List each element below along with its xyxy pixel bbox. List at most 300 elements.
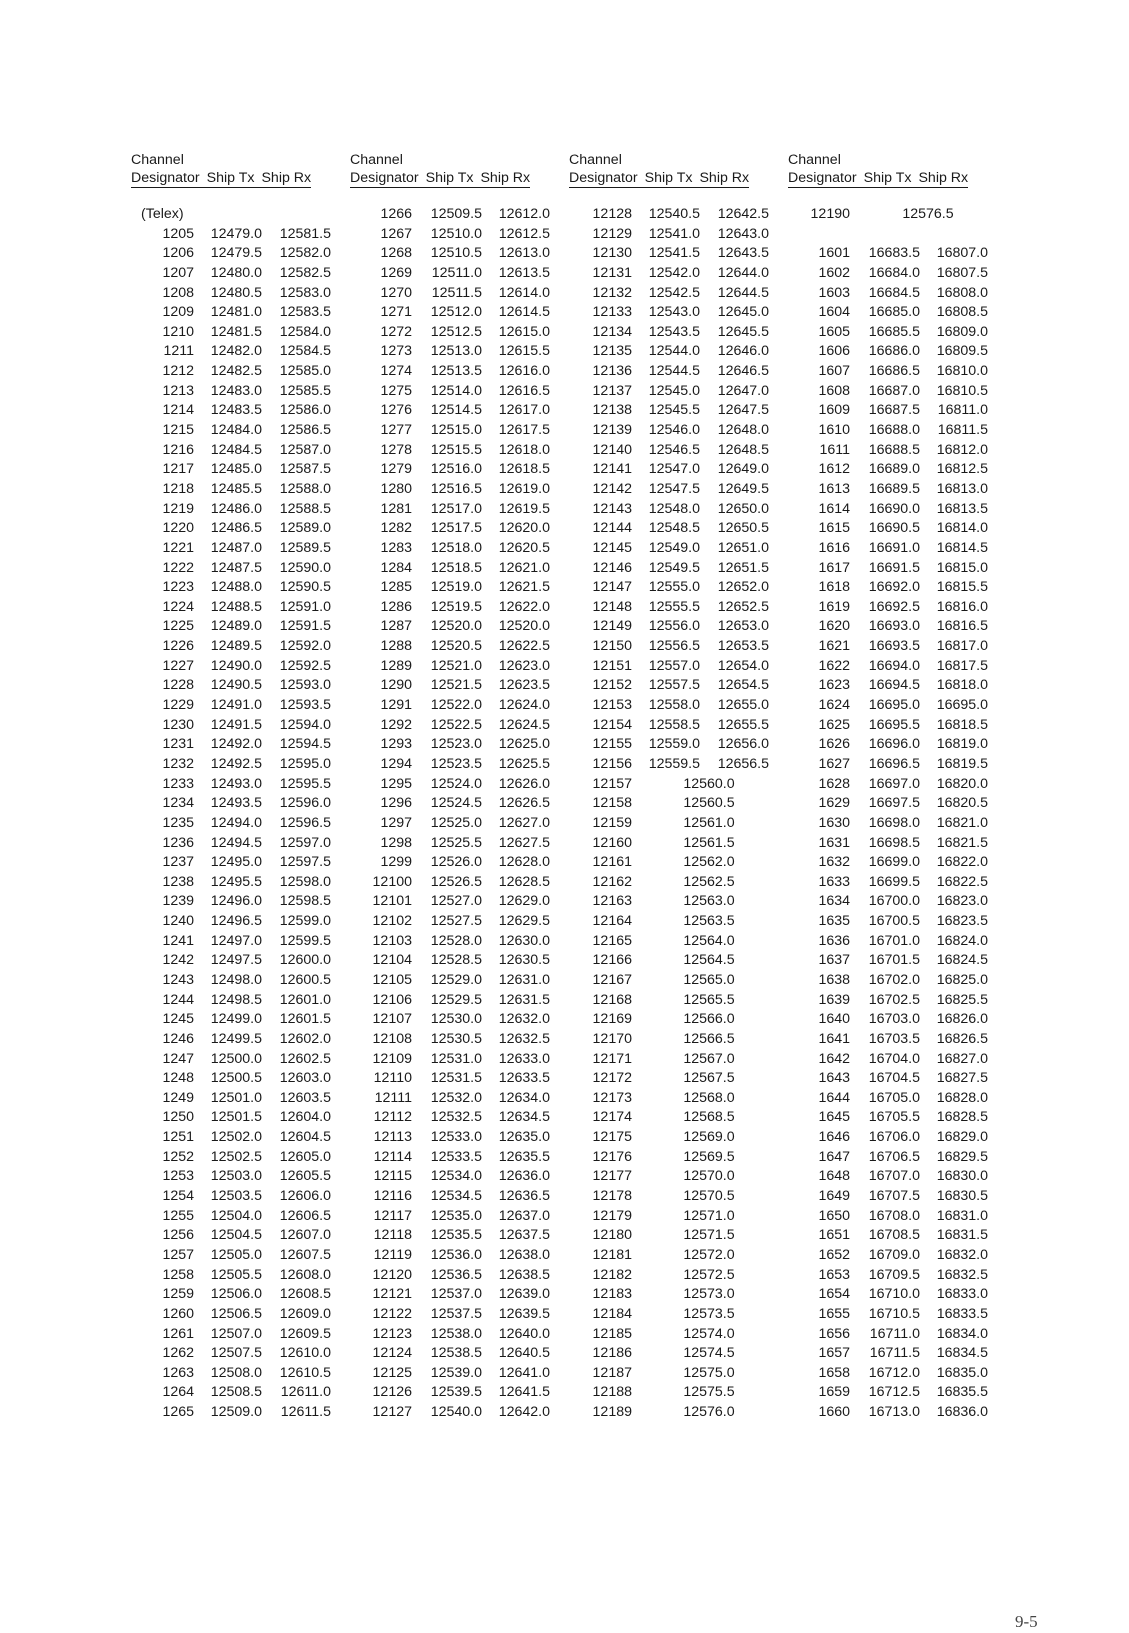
ship-rx-value: 12624.0 — [498, 697, 550, 714]
ship-tx-value: 12533.0 — [430, 1129, 482, 1146]
channel-designator: 12160 — [592, 834, 632, 851]
ship-rx-value: 16826.5 — [936, 1030, 988, 1047]
ship-rx-value: 12582.5 — [279, 264, 331, 281]
channel-designator: 1242 — [162, 952, 194, 969]
channel-designator: 1220 — [162, 520, 194, 537]
ship-rx-value: 12597.5 — [279, 854, 331, 871]
ship-tx-value: 12543.0 — [648, 304, 700, 321]
channel-designator: 1618 — [818, 579, 850, 596]
channel-designator: 1285 — [380, 579, 412, 596]
ship-rx-value: 16822.0 — [936, 854, 988, 871]
ship-tx-value: 12501.5 — [210, 1109, 262, 1126]
ship-rx-value: 12641.0 — [498, 1364, 550, 1381]
ship-rx-value: 12642.0 — [498, 1404, 550, 1421]
channel-designator: 12108 — [372, 1030, 412, 1047]
channel-designator: 12100 — [372, 873, 412, 890]
ship-tx-value: 12515.5 — [430, 441, 482, 458]
ship-tx-value: 12530.5 — [430, 1030, 482, 1047]
channel-designator: 1642 — [818, 1050, 850, 1067]
ship-tx-value: 12498.0 — [210, 971, 262, 988]
ship-rx-value: 12613.5 — [498, 264, 550, 281]
ship-tx-value: 12544.0 — [648, 343, 700, 360]
channel-designator: 12187 — [592, 1364, 632, 1381]
ship-tx-value: 12519.0 — [430, 579, 482, 596]
ship-tx-value: 12518.0 — [430, 539, 482, 556]
ship-rx-value: 16819.0 — [936, 736, 988, 753]
ship-tx-value: 12483.0 — [210, 382, 262, 399]
frequency-value: 12572.5 — [683, 1266, 735, 1283]
ship-tx-value: 12547.5 — [648, 480, 700, 497]
channel-designator: 1260 — [162, 1305, 194, 1322]
frequency-value: 12571.0 — [683, 1207, 735, 1224]
ship-tx-value: 16690.0 — [868, 500, 920, 517]
frequency-value: 12569.5 — [683, 1148, 735, 1165]
ship-rx-value: 12648.0 — [717, 422, 769, 439]
channel-designator: 12159 — [592, 814, 632, 831]
ship-rx-value: 12651.5 — [717, 559, 769, 576]
ship-tx-value: 12532.0 — [430, 1089, 482, 1106]
ship-tx-value: 12521.0 — [430, 657, 482, 674]
ship-rx-value: 12587.0 — [279, 441, 331, 458]
ship-tx-value: 12505.0 — [210, 1246, 262, 1263]
ship-rx-value: 12616.0 — [498, 363, 550, 380]
ship-rx-value: 12633.0 — [498, 1050, 550, 1067]
ship-tx-value: 12486.5 — [210, 520, 262, 537]
frequency-value: 12562.5 — [683, 873, 735, 890]
channel-designator: 12115 — [373, 1168, 412, 1185]
channel-designator: 12103 — [372, 932, 412, 949]
ship-rx-value: 16836.0 — [936, 1404, 988, 1421]
ship-rx-value: 12607.0 — [279, 1227, 331, 1244]
ship-tx-value: 12556.5 — [648, 638, 700, 655]
channel-designator: 1601 — [818, 245, 850, 262]
channel-designator: 12109 — [372, 1050, 412, 1067]
channel-designator: 1252 — [162, 1148, 194, 1165]
ship-rx-value: 16834.0 — [936, 1325, 988, 1342]
ship-tx-value: 12540.5 — [648, 206, 700, 222]
ship-rx-value: 16811.5 — [937, 422, 988, 439]
channel-designator: 1622 — [818, 657, 850, 674]
ship-rx-value: 12626.0 — [498, 775, 550, 792]
ship-tx-value: 16709.0 — [868, 1246, 920, 1263]
channel-designator: 1624 — [818, 697, 850, 714]
frequency-value: 12576.0 — [683, 1404, 735, 1421]
ship-tx-value: 12480.5 — [210, 284, 262, 301]
channel-designator: 12162 — [592, 873, 632, 890]
ship-rx-value: 12602.5 — [279, 1050, 331, 1067]
frequency-value: 12566.0 — [683, 1011, 735, 1028]
ship-rx-value: 16830.5 — [936, 1188, 988, 1205]
channel-designator: 12105 — [372, 971, 412, 988]
frequency-value: 12568.0 — [683, 1089, 735, 1106]
frequency-value: 12574.0 — [683, 1325, 735, 1342]
ship-rx-value: 12645.5 — [717, 323, 769, 340]
channel-designator: 1296 — [380, 795, 412, 812]
ship-rx-value: 12608.5 — [279, 1286, 331, 1303]
ship-tx-value: 12521.5 — [430, 677, 482, 694]
ship-rx-value: 16815.0 — [936, 559, 988, 576]
ship-tx-value: 12558.5 — [648, 716, 700, 733]
channel-designator: 1221 — [162, 539, 194, 556]
ship-tx-value: 16694.0 — [868, 657, 920, 674]
ship-rx-value: 16835.0 — [936, 1364, 988, 1381]
ship-tx-value: 12490.0 — [210, 657, 262, 674]
channel-designator: 1275 — [380, 382, 412, 399]
ship-rx-value: 16825.5 — [936, 991, 988, 1008]
channel-designator: 12164 — [592, 913, 632, 930]
ship-tx-value: 12523.0 — [430, 736, 482, 753]
ship-tx-value: 16705.5 — [868, 1109, 920, 1126]
ship-rx-value: 12651.0 — [717, 539, 769, 556]
ship-tx-value: 12559.5 — [648, 755, 700, 772]
channel-designator: 1631 — [818, 834, 850, 851]
ship-rx-value: 16820.0 — [936, 775, 988, 792]
header-channel: Channel — [131, 152, 184, 168]
ship-tx-value: 16710.5 — [868, 1305, 920, 1322]
ship-rx-value: 12644.0 — [717, 264, 769, 281]
ship-rx-value: 12583.5 — [279, 304, 331, 321]
ship-rx-value: 12643.0 — [717, 225, 769, 242]
ship-tx-value: 16692.5 — [868, 598, 920, 615]
ship-tx-value: 12482.0 — [210, 343, 262, 360]
channel-designator: 1628 — [818, 775, 850, 792]
channel-designator: 12186 — [592, 1345, 632, 1362]
ship-tx-value: 12537.0 — [430, 1286, 482, 1303]
ship-tx-value: 12499.0 — [210, 1011, 262, 1028]
frequency-value: 12567.5 — [683, 1070, 735, 1087]
channel-designator: 12136 — [592, 363, 632, 380]
channel-designator: 1212 — [162, 363, 194, 380]
ship-tx-value: 16686.0 — [868, 343, 920, 360]
ship-tx-value: 12559.0 — [648, 736, 700, 753]
channel-designator: 12179 — [592, 1207, 632, 1224]
channel-designator: 1276 — [380, 402, 412, 419]
ship-tx-value: 12548.5 — [648, 520, 700, 537]
ship-tx-value: 12499.5 — [210, 1030, 262, 1047]
channel-designator: 1287 — [380, 618, 412, 635]
channel-designator: 12155 — [592, 736, 632, 753]
ship-rx-value: 12600.0 — [279, 952, 331, 969]
header-designator: Designator — [131, 170, 200, 186]
channel-designator: 1272 — [380, 323, 412, 340]
frequency-value: 12570.0 — [683, 1168, 735, 1185]
channel-designator: 1611 — [819, 441, 850, 458]
ship-rx-value: 12618.5 — [498, 461, 550, 478]
ship-tx-value: 12541.5 — [648, 245, 700, 262]
channel-designator: 12142 — [592, 480, 632, 497]
ship-rx-value: 12639.5 — [498, 1305, 550, 1322]
ship-tx-value: 16689.0 — [868, 461, 920, 478]
channel-designator: 1651 — [818, 1227, 850, 1244]
ship-tx-value: 12506.5 — [210, 1305, 262, 1322]
channel-designator: 1225 — [162, 618, 194, 635]
ship-tx-value: 12512.0 — [430, 304, 482, 321]
channel-designator: 1253 — [162, 1168, 194, 1185]
channel-designator: 12178 — [592, 1188, 632, 1205]
channel-designator: 1270 — [380, 284, 412, 301]
channel-designator: 1236 — [162, 834, 194, 851]
ship-rx-value: 16820.5 — [936, 795, 988, 812]
ship-rx-value: 12588.5 — [279, 500, 331, 517]
channel-designator: 12190 — [810, 206, 850, 222]
ship-rx-value: 12614.0 — [498, 284, 550, 301]
ship-tx-value: 12555.0 — [648, 579, 700, 596]
channel-designator: 1215 — [162, 422, 194, 439]
ship-rx-value: 16810.0 — [936, 363, 988, 380]
ship-tx-value: 12504.5 — [210, 1227, 262, 1244]
ship-tx-value: 12484.5 — [210, 441, 262, 458]
ship-rx-value: 12633.5 — [498, 1070, 550, 1087]
channel-designator: 1650 — [818, 1207, 850, 1224]
header-ship-tx: Ship Tx — [206, 170, 255, 186]
ship-rx-value: 12520.0 — [498, 618, 550, 635]
ship-tx-value: 12488.0 — [210, 579, 262, 596]
channel-designator: 12101 — [372, 893, 412, 910]
ship-rx-value: 12630.5 — [498, 952, 550, 969]
ship-rx-value: 12623.5 — [498, 677, 550, 694]
ship-rx-value: 12591.5 — [279, 618, 331, 635]
ship-tx-value: 16689.5 — [868, 480, 920, 497]
channel-designator: 12180 — [592, 1227, 632, 1244]
ship-tx-value: 12528.5 — [430, 952, 482, 969]
ship-rx-value: 12590.0 — [279, 559, 331, 576]
ship-rx-value: 12646.0 — [717, 343, 769, 360]
frequency-value: 12561.0 — [683, 814, 735, 831]
ship-tx-value: 16694.5 — [868, 677, 920, 694]
ship-rx-value: 16823.5 — [936, 913, 988, 930]
ship-rx-value: 12629.5 — [498, 913, 550, 930]
channel-designator: 1243 — [162, 971, 194, 988]
channel-designator: 12141 — [592, 461, 632, 478]
ship-tx-value: 12491.5 — [210, 716, 262, 733]
ship-tx-value: 16685.0 — [868, 304, 920, 321]
ship-rx-value: 16822.5 — [936, 873, 988, 890]
header-designator: Designator — [350, 170, 419, 186]
ship-rx-value: 16819.5 — [936, 755, 988, 772]
ship-tx-value: 12479.0 — [210, 225, 262, 242]
frequency-value: 12575.5 — [683, 1384, 735, 1401]
ship-tx-value: 12501.0 — [210, 1089, 262, 1106]
ship-rx-value: 16830.0 — [936, 1168, 988, 1185]
channel-designator: 1629 — [818, 795, 850, 812]
channel-designator: 1227 — [162, 657, 194, 674]
ship-tx-value: 12489.0 — [210, 618, 262, 635]
channel-designator: 1603 — [818, 284, 850, 301]
ship-tx-value: 12527.5 — [430, 913, 482, 930]
frequency-value: 12572.0 — [683, 1246, 735, 1263]
ship-rx-value: 16828.5 — [936, 1109, 988, 1126]
channel-designator: 12165 — [592, 932, 632, 949]
ship-tx-value: 12510.0 — [430, 225, 482, 242]
channel-designator: 12151 — [592, 657, 632, 674]
channel-designator: 1643 — [818, 1070, 850, 1087]
channel-designator: 1655 — [818, 1305, 850, 1322]
ship-rx-value: 12632.0 — [498, 1011, 550, 1028]
ship-rx-value: 12621.0 — [498, 559, 550, 576]
ship-rx-value: 12606.0 — [279, 1188, 331, 1205]
ship-rx-value: 12618.0 — [498, 441, 550, 458]
ship-tx-value: 12517.5 — [430, 520, 482, 537]
ship-rx-value: 12649.0 — [717, 461, 769, 478]
ship-rx-value: 12645.0 — [717, 304, 769, 321]
channel-designator: 1229 — [162, 697, 194, 714]
ship-rx-value: 16807.0 — [936, 245, 988, 262]
channel-designator: 12131 — [592, 264, 632, 281]
channel-designator: 12163 — [592, 893, 632, 910]
channel-designator: 1293 — [380, 736, 412, 753]
ship-rx-value: 12600.5 — [279, 971, 331, 988]
ship-tx-value: 16704.0 — [868, 1050, 920, 1067]
ship-tx-value: 12496.0 — [210, 893, 262, 910]
ship-tx-value: 12505.5 — [210, 1266, 262, 1283]
channel-designator: 1210 — [162, 323, 194, 340]
channel-designator: 1247 — [162, 1050, 194, 1067]
ship-rx-value: 16814.0 — [936, 520, 988, 537]
channel-designator: 12132 — [592, 284, 632, 301]
channel-designator: 1623 — [818, 677, 850, 694]
ship-tx-value: 12485.5 — [210, 480, 262, 497]
ship-rx-value: 16815.5 — [936, 579, 988, 596]
ship-rx-value: 16813.0 — [936, 480, 988, 497]
page-number: 9-5 — [1015, 1612, 1038, 1631]
channel-designator: 1645 — [818, 1109, 850, 1126]
ship-rx-value: 16817.5 — [936, 657, 988, 674]
ship-tx-value: 16690.5 — [868, 520, 920, 537]
ship-rx-value: 12647.0 — [717, 382, 769, 399]
frequency-value: 12567.0 — [683, 1050, 735, 1067]
ship-rx-value: 12593.5 — [279, 697, 331, 714]
ship-rx-value: 16808.0 — [936, 284, 988, 301]
channel-designator: 1291 — [380, 697, 412, 714]
ship-rx-value: 12637.5 — [498, 1227, 550, 1244]
channel-designator: 1290 — [380, 677, 412, 694]
channel-designator: 1218 — [162, 480, 194, 497]
ship-tx-value: 12524.5 — [430, 795, 482, 812]
ship-tx-value: 12497.5 — [210, 952, 262, 969]
ship-tx-value: 16702.5 — [868, 991, 920, 1008]
channel-designator: 1635 — [818, 913, 850, 930]
ship-tx-value: 12557.5 — [648, 677, 700, 694]
channel-designator: 12174 — [592, 1109, 632, 1126]
channel-designator: 12137 — [592, 382, 632, 399]
frequency-value: 12568.5 — [683, 1109, 735, 1126]
ship-tx-value: 12538.5 — [430, 1345, 482, 1362]
ship-tx-value: 12520.5 — [430, 638, 482, 655]
ship-tx-value: 12515.0 — [430, 422, 482, 439]
ship-rx-value: 12581.5 — [279, 225, 331, 242]
channel-designator: 1632 — [818, 854, 850, 871]
channel-designator: 1250 — [162, 1109, 194, 1126]
channel-designator: 12152 — [592, 677, 632, 694]
channel-designator: 12139 — [592, 422, 632, 439]
channel-designator: 1235 — [162, 814, 194, 831]
channel-designator: 1615 — [818, 520, 850, 537]
ship-rx-value: 16810.5 — [936, 382, 988, 399]
channel-designator: 1627 — [818, 755, 850, 772]
ship-rx-value: 12586.0 — [279, 402, 331, 419]
ship-rx-value: 12617.5 — [498, 422, 550, 439]
header-designator: Designator — [788, 170, 857, 186]
ship-rx-value: 12610.5 — [279, 1364, 331, 1381]
channel-designator: 1644 — [818, 1089, 850, 1106]
channel-designator: 1608 — [818, 382, 850, 399]
ship-rx-value: 12595.0 — [279, 755, 331, 772]
channel-designator: 1657 — [818, 1345, 850, 1362]
ship-tx-value: 16686.5 — [868, 363, 920, 380]
channel-designator: 1228 — [162, 677, 194, 694]
channel-designator: 12135 — [592, 343, 632, 360]
ship-rx-value: 12593.0 — [279, 677, 331, 694]
ship-rx-value: 12584.5 — [279, 343, 331, 360]
channel-designator: 1214 — [162, 402, 194, 419]
channel-designator: 12144 — [592, 520, 632, 537]
ship-rx-value: 12615.0 — [498, 323, 550, 340]
ship-tx-value: 12509.0 — [210, 1404, 262, 1421]
ship-tx-value: 12545.5 — [648, 402, 700, 419]
channel-designator: 12125 — [372, 1364, 412, 1381]
header-designator: Designator — [569, 170, 638, 186]
ship-rx-value: 12592.5 — [279, 657, 331, 674]
ship-rx-value: 12598.5 — [279, 893, 331, 910]
ship-rx-value: 12605.0 — [279, 1148, 331, 1165]
ship-rx-value: 12606.5 — [279, 1207, 331, 1224]
ship-rx-value: 16827.0 — [936, 1050, 988, 1067]
frequency-value: 12566.5 — [683, 1030, 735, 1047]
channel-designator: 1654 — [818, 1286, 850, 1303]
ship-rx-value: 16824.0 — [936, 932, 988, 949]
ship-rx-value: 12602.0 — [279, 1030, 331, 1047]
ship-tx-value: 16696.5 — [868, 755, 920, 772]
ship-tx-value: 12498.5 — [210, 991, 262, 1008]
ship-tx-value: 16707.5 — [868, 1188, 920, 1205]
channel-designator: 1278 — [380, 441, 412, 458]
channel-designator: 1605 — [818, 323, 850, 340]
channel-designator: 12154 — [592, 716, 632, 733]
channel-designator: 1634 — [818, 893, 850, 910]
ship-tx-value: 12490.5 — [210, 677, 262, 694]
ship-tx-value: 16697.5 — [868, 795, 920, 812]
ship-rx-value: 12650.5 — [717, 520, 769, 537]
ship-rx-value: 12627.5 — [498, 834, 550, 851]
ship-rx-value: 12603.5 — [279, 1089, 331, 1106]
header-ship-rx: Ship Rx — [699, 170, 750, 186]
ship-tx-value: 12534.0 — [430, 1168, 482, 1185]
channel-designator: 12185 — [592, 1325, 632, 1342]
ship-rx-value: 12653.0 — [717, 618, 769, 635]
channel-designator: 1638 — [818, 971, 850, 988]
ship-rx-value: 12596.5 — [279, 814, 331, 831]
channel-designator: 1636 — [818, 932, 850, 949]
ship-tx-value: 16709.5 — [868, 1266, 920, 1283]
frequency-value: 12576.5 — [902, 206, 954, 222]
ship-tx-value: 12535.5 — [430, 1227, 482, 1244]
channel-designator: 1238 — [162, 873, 194, 890]
channel-designator: 1216 — [162, 441, 194, 458]
channel-designator: 1239 — [162, 893, 194, 910]
ship-rx-value: 12654.0 — [717, 657, 769, 674]
ship-tx-value: 12497.0 — [210, 932, 262, 949]
channel-designator: 1616 — [818, 539, 850, 556]
ship-tx-value: 16699.0 — [868, 854, 920, 871]
frequency-value: 12563.0 — [683, 893, 735, 910]
ship-tx-value: 12491.0 — [210, 697, 262, 714]
channel-designator: 1297 — [380, 814, 412, 831]
ship-tx-value: 12514.5 — [430, 402, 482, 419]
channel-designator: 1613 — [818, 480, 850, 497]
channel-designator: 1646 — [818, 1129, 850, 1146]
ship-rx-value: 12613.0 — [498, 245, 550, 262]
ship-tx-value: 16710.0 — [868, 1286, 920, 1303]
